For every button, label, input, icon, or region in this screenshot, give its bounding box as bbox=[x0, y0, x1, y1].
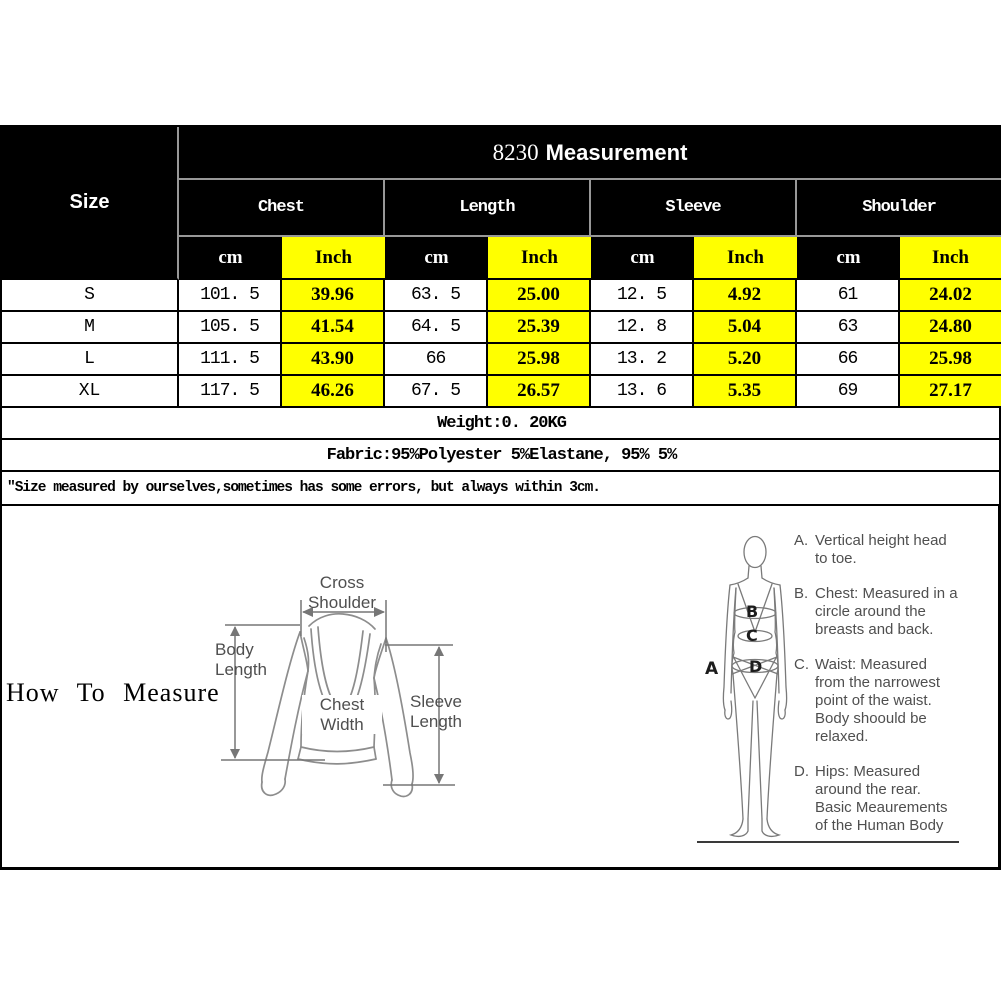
group-header-shoulder: Shoulder bbox=[797, 180, 1001, 237]
row-xl-chest-inch: 46.26 bbox=[282, 376, 385, 408]
instruction-line: Chest: Measured in a bbox=[815, 585, 958, 602]
note-row: ″Size measured by ourselves,sometimes has some errors, but always within 3cm. bbox=[2, 472, 1001, 506]
title-text: Measurement bbox=[545, 139, 688, 165]
instruction-item-b bbox=[794, 585, 964, 639]
instruction-item-a bbox=[794, 532, 964, 568]
body-marker-a: A bbox=[705, 659, 719, 679]
instruction-line: Waist: Measured bbox=[815, 656, 927, 673]
row-m-shoulder-inch: 24.80 bbox=[900, 312, 1001, 344]
unit-header-cm: cm bbox=[179, 237, 282, 280]
model-number: 8230 bbox=[492, 139, 539, 165]
row-s-length-inch: 25.00 bbox=[488, 280, 591, 312]
group-header-length: Length bbox=[385, 180, 591, 237]
instruction-item-d bbox=[794, 763, 964, 835]
body-marker-b: B bbox=[746, 602, 759, 621]
row-s-sleeve-cm: 12. 5 bbox=[591, 280, 694, 312]
row-xl-size: XL bbox=[2, 376, 179, 408]
instruction-label: D. bbox=[794, 763, 809, 780]
sleeve-length-label: Sleeve Length bbox=[410, 692, 462, 731]
instruction-line: Body shoould be bbox=[815, 710, 927, 727]
body-length-label: Body Length bbox=[215, 640, 267, 679]
row-xl-length-cm: 67. 5 bbox=[385, 376, 488, 408]
instruction-item-c bbox=[794, 656, 964, 746]
size-column-header: Size bbox=[2, 127, 179, 280]
instruction-line: relaxed. bbox=[815, 728, 869, 745]
chest-width-label: Chest Width bbox=[302, 695, 382, 734]
instruction-line: Vertical height head bbox=[815, 532, 947, 549]
table-title bbox=[179, 127, 1001, 180]
group-header-chest: Chest bbox=[179, 180, 385, 237]
row-m-chest-cm: 105. 5 bbox=[179, 312, 282, 344]
row-m-sleeve-inch: 5.04 bbox=[694, 312, 797, 344]
row-l-length-inch: 25.98 bbox=[488, 344, 591, 376]
row-xl-sleeve-inch: 5.35 bbox=[694, 376, 797, 408]
row-s-chest-inch: 39.96 bbox=[282, 280, 385, 312]
instruction-label: A. bbox=[794, 532, 809, 549]
row-l-chest-cm: 111. 5 bbox=[179, 344, 282, 376]
row-l-length-cm: 66 bbox=[385, 344, 488, 376]
instructions-underline bbox=[697, 841, 959, 843]
how-to-measure-section bbox=[0, 506, 1001, 870]
instruction-line: of the Human Body bbox=[815, 817, 944, 834]
unit-header-inch: Inch bbox=[900, 237, 1001, 280]
row-m-length-cm: 64. 5 bbox=[385, 312, 488, 344]
row-xl-length-inch: 26.57 bbox=[488, 376, 591, 408]
row-l-shoulder-inch: 25.98 bbox=[900, 344, 1001, 376]
size-chart-table bbox=[0, 125, 1001, 508]
row-xl-shoulder-inch: 27.17 bbox=[900, 376, 1001, 408]
unit-header-cm: cm bbox=[385, 237, 488, 280]
row-l-chest-inch: 43.90 bbox=[282, 344, 385, 376]
row-m-length-inch: 25.39 bbox=[488, 312, 591, 344]
row-xl-chest-cm: 117. 5 bbox=[179, 376, 282, 408]
instruction-line: from the narrowest bbox=[815, 674, 941, 691]
fabric-row: Fabric:95%Polyester 5%Elastane, 95% 5% bbox=[2, 440, 1001, 472]
body-marker-c: C bbox=[746, 626, 758, 645]
instruction-line: around the rear. bbox=[815, 781, 921, 798]
instruction-line: to toe. bbox=[815, 550, 857, 567]
row-s-sleeve-inch: 4.92 bbox=[694, 280, 797, 312]
weight-row: Weight:0. 20KG bbox=[2, 408, 1001, 440]
instruction-line: breasts and back. bbox=[815, 621, 934, 638]
cross-shoulder-label: Cross Shoulder bbox=[307, 573, 377, 612]
row-l-size: L bbox=[2, 344, 179, 376]
row-l-shoulder-cm: 66 bbox=[797, 344, 900, 376]
row-m-chest-inch: 41.54 bbox=[282, 312, 385, 344]
unit-header-inch: Inch bbox=[488, 237, 591, 280]
row-s-shoulder-cm: 61 bbox=[797, 280, 900, 312]
unit-header-cm: cm bbox=[591, 237, 694, 280]
body-marker-d: D bbox=[749, 657, 763, 676]
row-m-size: M bbox=[2, 312, 179, 344]
row-xl-sleeve-cm: 13. 6 bbox=[591, 376, 694, 408]
instruction-line: Basic Meaurements bbox=[815, 799, 948, 816]
instruction-line: circle around the bbox=[815, 603, 926, 620]
row-l-sleeve-cm: 13. 2 bbox=[591, 344, 694, 376]
instruction-label: B. bbox=[794, 585, 809, 602]
row-m-sleeve-cm: 12. 8 bbox=[591, 312, 694, 344]
row-s-shoulder-inch: 24.02 bbox=[900, 280, 1001, 312]
how-to-measure-heading: How To Measure bbox=[6, 678, 220, 707]
row-s-chest-cm: 101. 5 bbox=[179, 280, 282, 312]
instruction-line: Hips: Measured bbox=[815, 763, 921, 780]
row-s-size: S bbox=[2, 280, 179, 312]
instruction-line: point of the waist. bbox=[815, 692, 932, 709]
row-s-length-cm: 63. 5 bbox=[385, 280, 488, 312]
row-xl-shoulder-cm: 69 bbox=[797, 376, 900, 408]
group-header-sleeve: Sleeve bbox=[591, 180, 797, 237]
unit-header-inch: Inch bbox=[694, 237, 797, 280]
row-m-shoulder-cm: 63 bbox=[797, 312, 900, 344]
body-figure bbox=[692, 525, 797, 850]
unit-header-inch: Inch bbox=[282, 237, 385, 280]
unit-header-cm: cm bbox=[797, 237, 900, 280]
instruction-label: C. bbox=[794, 656, 809, 673]
row-l-sleeve-inch: 5.20 bbox=[694, 344, 797, 376]
measure-instructions bbox=[794, 532, 964, 852]
